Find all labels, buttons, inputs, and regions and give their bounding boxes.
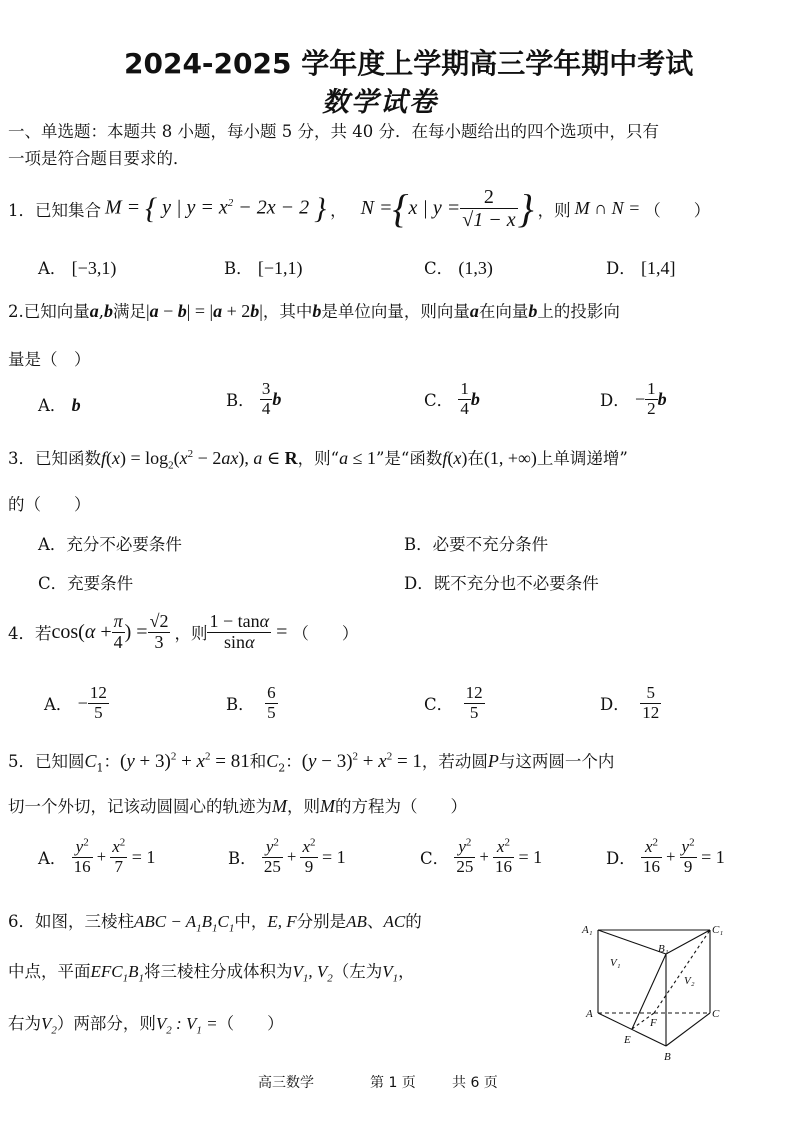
q2-option-c: C． $\frac{1}{4}$ b	[424, 379, 480, 418]
footer-page: 第 1 页	[370, 1075, 416, 1091]
q3-option-d: D．既不充分也不必要条件	[404, 574, 599, 593]
label-v1: V₁	[610, 957, 621, 969]
question-3-line2: 的（ ）	[8, 495, 91, 514]
question-5-line1: 5．已知圆$C_1$：$(y + 3)^2 + x^2 = 81$和$C_2$：$(y - 3)^2 + x^2 = 1$，若动圆P与这两圆一个内	[8, 750, 615, 775]
q1-set-n: N = { x | y = $\frac{2}{√1 - x}$ }	[360, 185, 534, 231]
q5-option-b: B． $\frac{y^2}{25}$ + $\frac{x^2}{9}$ = 1	[228, 836, 346, 876]
question-1	[8, 186, 710, 231]
q1-option-b: B． [−1,1)	[224, 258, 303, 278]
q1-blank: （ ）	[644, 200, 711, 220]
question-2-line1: 2.已知向量a,b满足|a − b| = |a + 2b|，其中b是单位向量，则向量a在向量b上的投影向	[8, 301, 620, 321]
footer-subject: 高三数学	[258, 1075, 314, 1091]
q2-option-a: A． b	[38, 395, 81, 415]
exam-title: 2024-2025 学年度上学期高三学年期中考试	[124, 47, 694, 80]
question-3-line1: 3．已知函数$f(x) = \log_2(x^2 - 2ax)$, a ∈ R，则“a ≤ 1”是“函数f(x)在(1, +∞)上单调递增”	[8, 448, 628, 472]
label-c: C	[712, 1008, 720, 1020]
label-v2: V₂	[684, 975, 695, 987]
q1-set-m: M = { y | $y = x^2 - 2x - 2$ }	[105, 191, 327, 225]
question-6-line1: 6．如图，三棱柱ABC − $A_1B_1C_1$中，E, F分别是AB、AC的	[8, 912, 422, 935]
footer-total: 共 6 页	[452, 1075, 498, 1091]
q4-option-d: D． $\frac{5}{12}$	[600, 683, 660, 722]
label-c1: C₁	[712, 924, 724, 936]
label-f: F	[650, 1017, 657, 1029]
label-a1: A₁	[582, 924, 593, 936]
q1-option-d: D． [1,4]	[606, 258, 676, 278]
prism-figure	[578, 918, 738, 1066]
label-b1: B₁	[658, 943, 669, 955]
q3-option-c: C．充要条件	[38, 574, 134, 593]
q4-option-a: A． − $\frac{12}{5}$	[44, 683, 107, 722]
question-4: 4．若 cos(α + $\frac{\pi}{4}$ ) = $\frac{√2}{3}$ ，则 $\frac{1 - \tan\alpha}{\sin\alpha}$ = （ ）	[8, 611, 359, 652]
q1-connector: ，	[330, 200, 347, 220]
q3-option-a: A．充分不必要条件	[38, 535, 182, 554]
label-b: B	[664, 1051, 671, 1063]
q1-suffix: ，则	[537, 200, 571, 220]
q1-prefix: 1．已知集合	[8, 200, 101, 220]
q1-intersection: M ∩ N =	[574, 198, 641, 218]
exam-subtitle: 数学试卷	[322, 87, 438, 118]
q2-option-d: D． − $\frac{1}{2}$ b	[600, 379, 667, 418]
q5-option-a: A． $\frac{y^2}{16}$ + $\frac{x^2}{7}$ = 1	[38, 836, 156, 876]
q5-option-d: D． $\frac{x^2}{16}$ + $\frac{y^2}{9}$ = 1	[606, 836, 725, 876]
q3-option-b: B．必要不充分条件	[404, 535, 549, 554]
q2-option-b: B． $\frac{3}{4}$ b	[226, 379, 282, 418]
q1-option-c: C． (1,3)	[424, 258, 493, 278]
question-5-line2: 切一个外切，记该动圆圆心的轨迹为M，则M的方程为（ ）	[8, 796, 467, 816]
q1-option-a: A． [−3,1)	[38, 258, 117, 278]
label-e: E	[624, 1034, 631, 1046]
question-6-line2: 中点，平面$EFC_1B_1$将三棱柱分成体积为$V_1$, $V_2$（左为$V_1$，	[8, 962, 415, 985]
question-6-line3: 右为$V_2$）两部分，则$V_2$ : $V_1$ =（ ）	[8, 1014, 284, 1037]
label-a: A	[586, 1008, 593, 1020]
section-instruction-line2: 一项是符合题目要求的．	[8, 149, 190, 168]
section-instruction-line1: 一、单选题：本题共 8 小题，每小题 5 分，共 40 分．在每小题给出的四个选项中，只有	[8, 122, 659, 141]
q5-option-c: C． $\frac{y^2}{25}$ + $\frac{x^2}{16}$ = 1	[420, 836, 543, 876]
q4-option-c: C． $\frac{12}{5}$	[424, 683, 483, 722]
question-2-line2: 量是（ ）	[8, 350, 91, 369]
q4-option-b: B． $\frac{6}{5}$	[226, 683, 276, 722]
